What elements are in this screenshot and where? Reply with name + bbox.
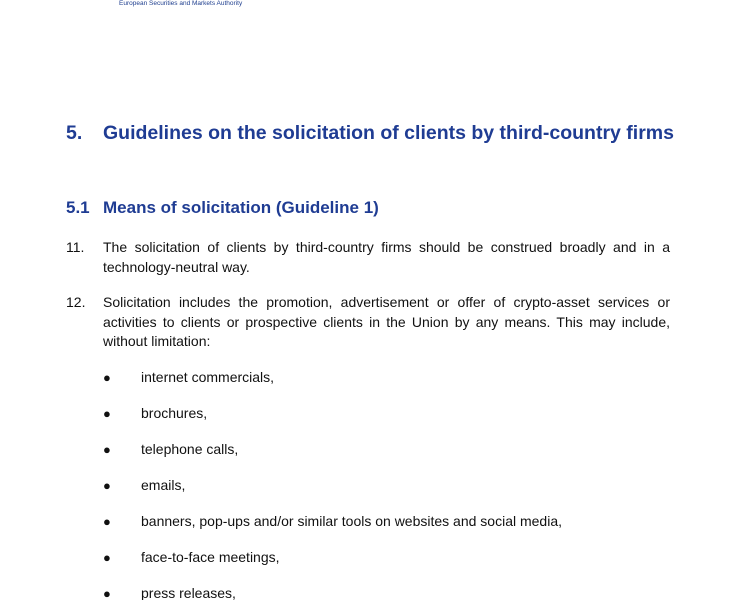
bullet-icon: ●: [103, 586, 111, 600]
paragraph-11: [66, 238, 670, 277]
list-item: [103, 440, 562, 476]
subsection-number: 5.1: [66, 198, 90, 217]
paragraph-12: [66, 293, 670, 352]
bullet-icon: ●: [103, 442, 111, 457]
list-item-text: face-to-face meetings,: [141, 549, 280, 565]
subsection-heading: [66, 197, 379, 219]
list-item: [103, 368, 562, 404]
section-title: Guidelines on the solicitation of clients by third-country firms: [103, 122, 674, 144]
bullet-icon: ●: [103, 478, 111, 493]
section-heading: [66, 119, 676, 147]
paragraph-number: 12.: [66, 294, 86, 310]
list-item-text: press releases,: [141, 585, 236, 600]
list-item-text: brochures,: [141, 405, 208, 421]
solicitation-means-list: [103, 368, 562, 600]
paragraph-text: The solicitation of clients by third-country firms should be construed broadly and in a technology-neutral way.: [103, 239, 670, 275]
list-item: [103, 512, 562, 548]
list-item-text: internet commercials,: [141, 369, 275, 385]
logo-mark-icon: [60, 0, 116, 6]
list-item-text: banners, pop-ups and/or similar tools on websites and social media,: [141, 513, 563, 529]
bullet-icon: ●: [103, 514, 111, 529]
paragraph-number: 11.: [66, 239, 85, 255]
list-item: [103, 476, 562, 512]
logo-text: European Securities and Markets Authority: [119, 0, 243, 7]
list-item: [103, 548, 562, 584]
bullet-icon: ●: [103, 370, 111, 385]
list-item: [103, 584, 562, 600]
bullet-icon: ●: [103, 550, 111, 565]
paragraph-text: Solicitation includes the promotion, advertisement or offer of crypto-asset services or activities to clients or prospective clients in the Union by any means. This may include, without limitation:: [103, 294, 670, 349]
subsection-title: Means of solicitation (Guideline 1): [103, 198, 379, 217]
list-item-text: telephone calls,: [141, 441, 239, 457]
section-number: 5.: [66, 122, 83, 144]
bullet-icon: ●: [103, 406, 111, 421]
list-item: [103, 404, 562, 440]
list-item-text: emails,: [141, 477, 186, 493]
